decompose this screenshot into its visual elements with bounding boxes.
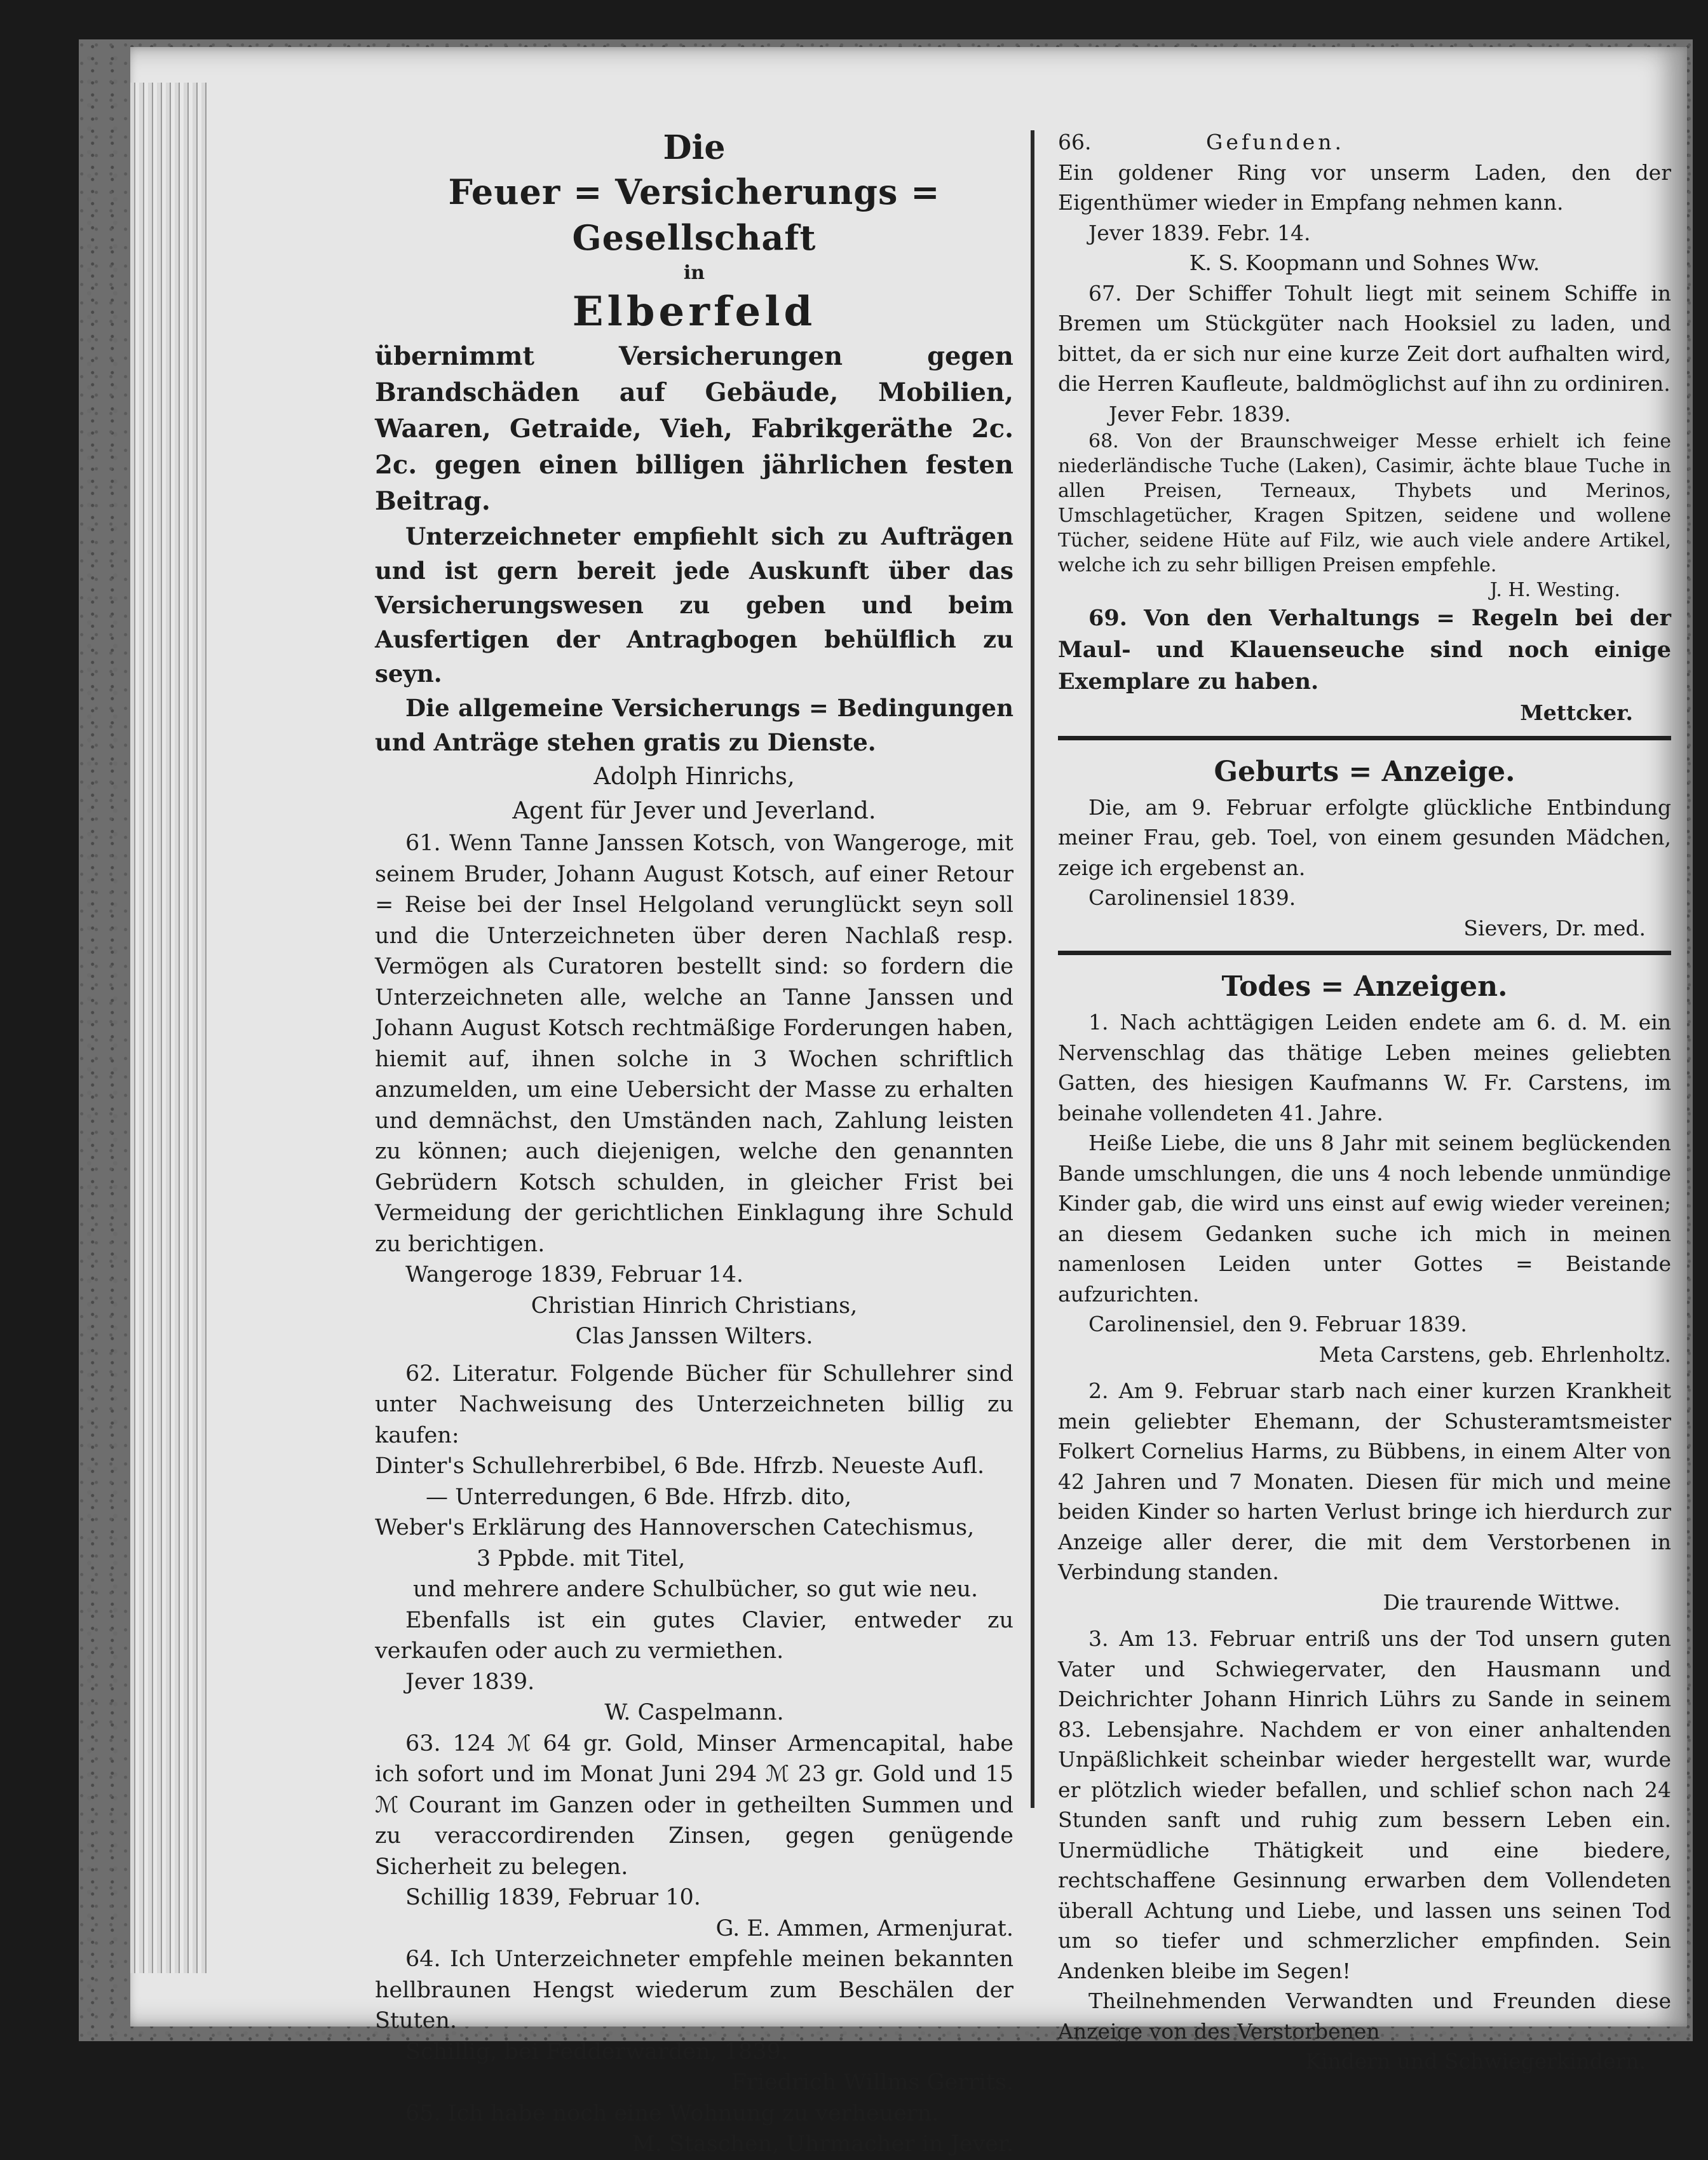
death-3-text: 3. Am 13. Februar entriß uns der Tod unsern guten Vater und Schwiegervater, den Hausmann und Deichrichter Johann Hinrich Lührs zu Sande in seinem 83. Lebensjahre. Nachdem er von einer anhaltenden Unpäßlichkeit scheinbar wieder hergestellt war, wurde er plötzlich wieder befallen, und schlief schon nach 24 Stunden sanft und ruhig zum bessern Leben ein. Unermüdliche Thätigkeit und eine biedere, rechtschaffene Gesinnung erwarben dem Vollendeten überall Achtung und Liebe, und lassen uns seinen Tod um so tiefer und schmerzlicher empfinden. Sein Andenken bleibe im Segen! <box>1058 1626 1671 1983</box>
agent-title: Agent für Jever und Jeverland. <box>512 797 876 824</box>
insurance-conditions: Die allgemeine Versicherungs = Bedingungen und Anträge stehen gratis zu Dienste. <box>375 694 1013 756</box>
death-announcements-title: Todes = Anzeigen. <box>1221 970 1508 1003</box>
notice-66-number: 66. <box>1058 130 1092 154</box>
notice-69-signature: Mettcker. <box>1520 700 1633 725</box>
notice-67-text: 67. Der Schiffer Tohult liegt mit seinem Schiffe in Bremen um Stückgüter nach Hooksiel zu laden, und bittet, da er sich nur eine kurze Zeit dort aufhalten wird, die Herren Kaufleute, baldmöglichst auf ihn zu ordiniren. <box>1058 280 1671 396</box>
birth-announcement-text: Die, am 9. Februar erfolgte glückliche Entbindung meiner Frau, geb. Toel, von einem gesunden Mädchen, zeige ich ergebenst an. <box>1058 794 1671 880</box>
page-edges <box>130 83 207 1973</box>
notice-62-piano: Ebenfalls ist ein gutes Clavier, entweder zu verkaufen oder auch zu vermiethen. <box>375 1607 1013 1664</box>
header-in: in <box>683 262 705 284</box>
agent-name: Adolph Hinrichs, <box>593 763 795 790</box>
notice-62-book-3b: 3 Ppbde. mit Titel, <box>477 1545 686 1572</box>
notice-62-book-1: Dinter's Schullehrerbibel, 6 Bde. Hfrzb. Neueste Aufl. <box>375 1453 985 1479</box>
section-rule-1 <box>1058 736 1671 740</box>
death-3-signature: Kindern und Schwiegerkindern. <box>1305 2049 1646 2074</box>
notice-61-signature-1: Christian Hinrich Christians, <box>531 1293 858 1319</box>
notice-62-book-3: Weber's Erklärung des Hannoverschen Catechismus, <box>375 1515 975 1540</box>
notice-69-text: 69. Von den Verhaltungs = Regeln bei der Maul- und Klauenseuche sind noch einige Exemplare zu haben. <box>1058 605 1671 695</box>
notice-62-text: 62. Literatur. Folgende Bücher für Schullehrer sind unter Nachweisung des Unterzeichneten billig zu kaufen: <box>375 1361 1013 1448</box>
notice-64-text: 64. Ich Unterzeichneter empfehle meinen bekannten hellbraunen Hengst wiederum zum Beschälen der Stuten. <box>375 1946 1013 2034</box>
notice-61-signature-2: Clas Janssen Wilters. <box>575 1324 813 1349</box>
notice-68-signature: J. H. Westing. <box>1489 579 1620 601</box>
section-rule-2 <box>1058 951 1671 955</box>
notice-61-text: 61. Wenn Tanne Janssen Kotsch, von Wangeroge, mit seinem Bruder, Johann August Kotsch, auf einer Retour = Reise bei der Insel Helgoland verunglückt seyn soll und die Unterzeichneten über deren Nachlaß resp. Vermögen als Curatoren bestellt sind: so fordern die Unterzeichneten alle, welche an Tanne Janssen und Johann August Kotsch rechtmäßige Forderungen haben, hiemit auf, ihnen solche in 3 Wochen schriftlich anzumelden, um eine Uebersicht der Masse zu erhalten und demnächst, den Umständen nach, Zahlung leisten zu können; auch diejenigen, welche den genannten Gebrüdern Kotsch schulden, in gleicher Frist bei Vermeidung der gerichtlichen Einklagung ihre Schuld zu berichtigen. <box>375 831 1013 1257</box>
birth-announcement-place: Carolinensiel 1839. <box>1088 885 1296 910</box>
death-2-text: 2. Am 9. Februar starb nach einer kurzen Krankheit mein geliebter Ehemann, der Schusteramtsmeister Folkert Cornelius Harms, zu Bübbens, in einem Alter von 42 Jahren und 7 Monaten. Diesen für mich und meine beiden Kinder so harten Verlust bringe ich hierdurch zur Anzeige aller derer, die mit dem Verstorbenen in Verbindung standen. <box>1058 1378 1671 1584</box>
header-city: Elberfeld <box>572 288 817 336</box>
right-column <box>1058 127 1671 2074</box>
notice-66-title: Gefunden. <box>1205 130 1345 154</box>
notice-62-book-2: — Unterredungen, 6 Bde. Hfrzb. dito, <box>426 1484 852 1510</box>
notice-67-place: Jever Febr. 1839. <box>1109 401 1291 426</box>
insurance-offer: Unterzeichneter empfiehlt sich zu Aufträgen und ist gern bereit jede Auskunft über das Versicherungswesen zu geben und beim Ausfertigen der Antragbogen behülflich zu seyn. <box>375 522 1013 688</box>
notice-63-signature: G. E. Ammen, Armenjurat. <box>715 1915 1013 1941</box>
notice-66-signature: K. S. Koopmann und Sohnes Ww. <box>1189 250 1540 275</box>
notice-66-heading <box>1058 127 1671 158</box>
notice-61-place: Wangeroge 1839, Februar 14. <box>405 1262 743 1287</box>
birth-announcement-signature: Sievers, Dr. med. <box>1463 915 1646 941</box>
death-2-signature: Die traurende Wittwe. <box>1383 1589 1620 1615</box>
death-3-text-2: Theilnehmenden Verwandten und Freunden diese Anzeige von des Verstorbenen <box>1058 1988 1671 2044</box>
notice-65-signature: M. Staschen, Uhrmacher in Jever. <box>632 2131 1013 2157</box>
notice-63-text: 63. 124 ℳ 64 gr. Gold, Minser Armencapital, habe ich sofort und im Monat Juni 294 ℳ 23 gr. Gold und 15 ℳ Courant im Ganzen oder in getheilten Summen und zu veraccordirenden Zinsen, gegen genügende Sicherheit zu belegen. <box>375 1730 1013 1880</box>
death-1-text-2: Heiße Liebe, die uns 8 Jahr mit seinem beglückenden Bande umschlungen, die uns 4 noch lebende unmündige Kinder gab, die wird uns einst auf ewig wieder vereinen; an diesem Gedanken suche ich mich in meinen namenlosen Leiden unter Gottes = Beistande aufzurichten. <box>1058 1131 1671 1307</box>
notice-64-place: Schillig, bei Fedderwarden, 1839. <box>405 2039 788 2065</box>
notice-62-place: Jever 1839. <box>405 1669 535 1695</box>
notice-68-text: 68. Von der Braunschweiger Messe erhielt ich feine niederländische Tuche (Laken), Casimir, ächte blaue Tuche in allen Preisen, Terneaux, Thybets und Merinos, Umschlagetücher, Kragen Spitzen, seidene und wollene Tücher, seidene Hüte auf Filz, wie auch viele andere Artikel, welche ich zu sehr billigen Preisen empfehle. <box>1058 430 1671 576</box>
header-company: Feuer = Versicherungs = Gesellschaft <box>448 172 940 258</box>
insurance-intro: übernimmt Versicherungen gegen Brandschäden auf Gebäude, Mobilien, Waaren, Getraide, Vieh, Fabrikgeräthe 2c. 2c. gegen einen billigen jährlichen festen Beitrag. <box>375 341 1013 516</box>
notice-64-signature: Friedrich Willms Gerrits. <box>731 2070 1013 2095</box>
notice-66-text: Ein goldener Ring vor unserm Laden, den der Eigenthümer wieder in Empfang nehmen kann. <box>1058 160 1671 215</box>
notice-66-place: Jever 1839. Febr. 14. <box>1088 220 1311 245</box>
notice-65-text: 65. Ich habe noch eine Wohnung zu verheuern. <box>405 2100 939 2126</box>
notice-62-book-4: und mehrere andere Schulbücher, so gut wie neu. <box>413 1577 979 1602</box>
header-die: Die <box>663 128 726 167</box>
column-divider <box>1031 130 1034 1808</box>
death-1-text: 1. Nach achttägigen Leiden endete am 6. d. M. ein Nervenschlag das thätige Leben meines geliebten Gatten, des hiesigen Kaufmanns W. Fr. Carstens, im beinahe vollendeten 41. Jahre. <box>1058 1010 1671 1125</box>
left-column <box>375 127 1013 2157</box>
death-1-signature: Meta Carstens, geb. Ehrlenholtz. <box>1318 1342 1671 1367</box>
notice-63-place: Schillig 1839, Februar 10. <box>405 1885 701 1910</box>
notice-62-signature: W. Caspelmann. <box>604 1700 784 1725</box>
birth-announcement-title: Geburts = Anzeige. <box>1214 755 1515 788</box>
death-1-place: Carolinensiel, den 9. Februar 1839. <box>1088 1312 1467 1336</box>
